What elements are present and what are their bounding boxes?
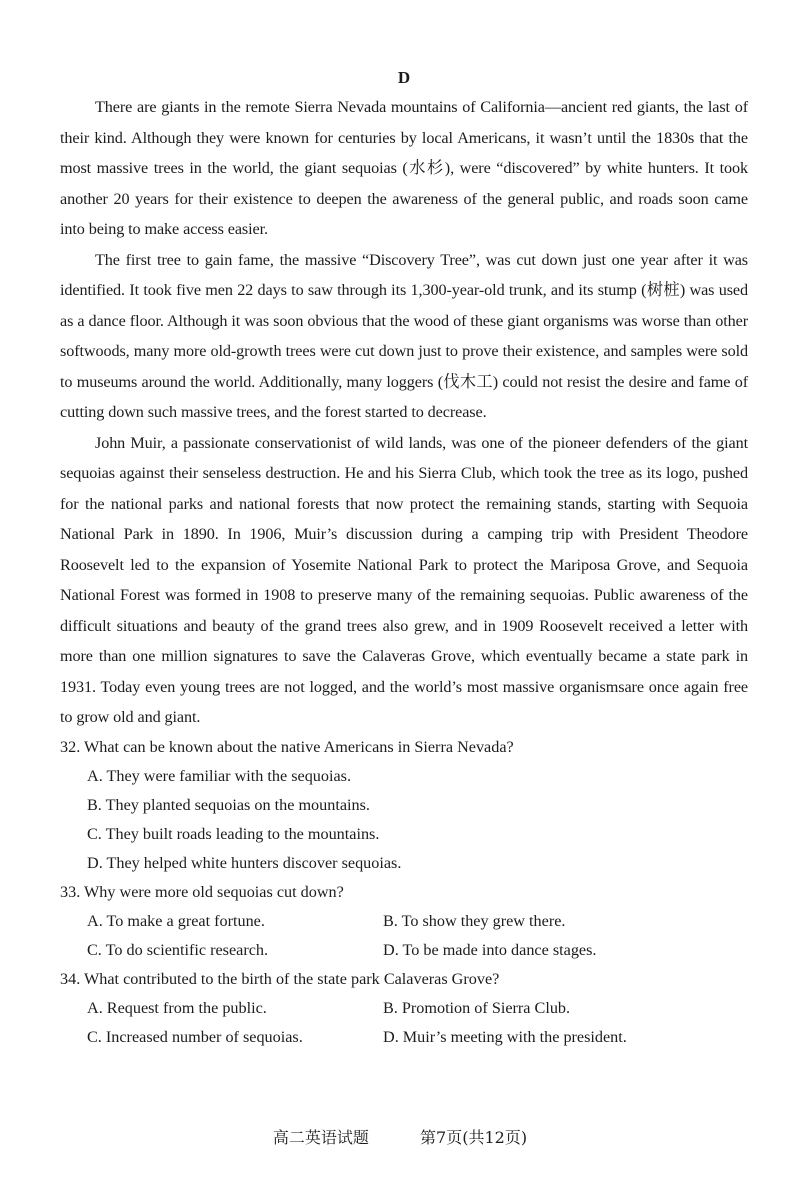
passage-paragraph-1: There are giants in the remote Sierra Nevada mountains of California—ancient red giants, the last of their kind. Although they were known for centuries by local Americans, it wasn’t until the 1830s that the most massive trees in the world, the giant sequoias (水杉), were “discovered” by white hunters. It took another 20 years for their existence to deepen the awareness of the general public, and roads soon came into being to make access easier. (60, 98, 748, 238)
option-d: D. They helped white hunters discover sequoias. (87, 853, 402, 872)
option-list (60, 994, 748, 1052)
option-b: B. To show they grew there. (383, 911, 566, 930)
option-list (60, 762, 748, 878)
reading-passage (60, 92, 748, 733)
option-a: A. They were familiar with the sequoias. (87, 766, 352, 785)
option-a: A. Request from the public. (87, 998, 267, 1017)
option-c: C. To do scientific research. (87, 940, 269, 959)
passage-paragraph-2: The first tree to gain fame, the massive “Discovery Tree”, was cut down just one year after it was identified. It took five men 22 days to saw through its 1,300-year-old trunk, and its stump (树桩) was used as a dance floor. Although it was soon obvious that the wood of these giant organisms was worse than other softwoods, many more old-growth trees were cut down just to prove their existence, and samples were sold to museums around the world. Additionally, many loggers (伐木工) could not resist the desire and fame of cutting down such massive trees, and the forest started to decrease. (60, 250, 748, 421)
passage-paragraph-3: John Muir, a passionate conservationist of wild lands, was one of the pioneer defenders of the giant sequoias against their senseless destruction. He and his Sierra Club, which took the tree as its logo, pushed for the national parks and national forests that now protect the remaining stands, starting with Sequoia National Park in 1890. In 1906, Muir’s discussion during a camping trip with President Theodore Roosevelt led to the expansion of Yosemite National Park to protect the Mariposa Grove, and Sequoia National Forest was formed in 1908 to preserve many of the remaining sequoias. Public awareness of the difficult situations and beauty of the grand trees also grew, and in 1909 Roosevelt received a letter with more than one million signatures to save the Calaveras Grove, which eventually became a state park in 1931. Today even young trees are not logged, and the world’s most massive organismsare once again free to grow old and giant. (60, 433, 748, 726)
option-list (60, 907, 748, 965)
question-stem: 32. What can be known about the native Americans in Sierra Nevada? (60, 737, 514, 756)
exam-page (60, 64, 748, 1052)
option-b: B. They planted sequoias on the mountains. (87, 795, 370, 814)
option-c: C. Increased number of sequoias. (87, 1027, 303, 1046)
option-c: C. They built roads leading to the mountains. (87, 824, 380, 843)
footer-page-number: 第7页(共12页) (420, 1128, 528, 1147)
option-d: D. Muir’s meeting with the president. (383, 1027, 627, 1046)
question-list (60, 733, 748, 1052)
question-32 (60, 733, 748, 878)
question-stem: 33. Why were more old sequoias cut down? (60, 882, 344, 901)
option-a: A. To make a great fortune. (87, 911, 265, 930)
option-b: B. Promotion of Sierra Club. (383, 998, 571, 1017)
page-footer (0, 1126, 800, 1150)
section-heading: D (397, 68, 411, 87)
question-stem: 34. What contributed to the birth of the state park Calaveras Grove? (60, 969, 500, 988)
question-34 (60, 965, 748, 1052)
question-33 (60, 878, 748, 965)
footer-subject: 高二英语试题 (272, 1128, 369, 1147)
option-d: D. To be made into dance stages. (383, 940, 597, 959)
